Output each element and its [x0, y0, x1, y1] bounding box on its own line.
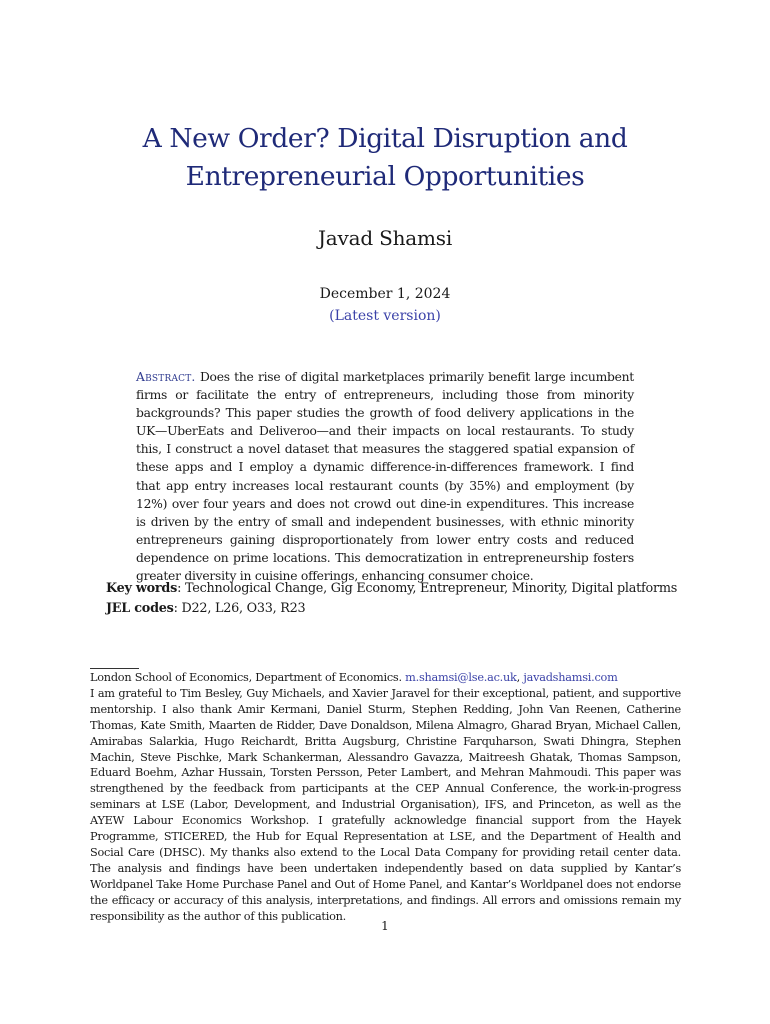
keywords-line: [106, 579, 706, 599]
keywords-block: [106, 579, 706, 619]
jel-codes-line: [106, 599, 706, 619]
footnote: [90, 670, 681, 925]
keywords-label: Key words: [106, 581, 178, 596]
jel-codes-value: : D22, L26, O33, R23: [173, 601, 306, 616]
acknowledgements-text: I am grateful to Tim Besley, Guy Michaels, and Xavier Jaravel for their exceptional, patient, and supportive mentorship. I also thank Amir Kermani, Daniel Sturm, Stephen Redding, John Van Reenen, Catherine Thomas, Kate Smith, Maarten de Ridder, Dave Donaldson, Milena Almagro, Gharad Bryan, Michael Callen, Amirabas Salarkia, Hugo Reichardt, Britta Augsburg, Christine Farquharson, Swati Dhingra, Stephen Machin, Steve Pischke, Mark Schankerman, Alessandro Gavazza, Maitreesh Ghatak, Thomas Sampson, Eduard Boehm, Azhar Hussain, Torsten Persson, Peter Lambert, and Mehran Mahmoudi. This paper was strengthened by the feedback from participants at the CEP Annual Conference, the work-in-progress seminars at LSE (Labor, Development, and Industrial Organisation), IFS, and Princeton, as well as the AYEW Labour Economics Workshop. I gratefully acknowledge financial support from the Hayek Programme, STICERED, the Hub for Equal Representation at LSE, and the Department of Health and Social Care (DHSC). My thanks also extend to the Local Data Company for providing retail center data. The analysis and findings have been undertaken independently based on data supplied by Kantar’s Worldpanel Take Home Purchase Panel and Out of Home Panel, and Kantar’s Worldpanel does not endorse the efficacy or accuracy of this analysis, interpretations, and findings. All errors and omissions remain my responsibility as the author of this publication.: [90, 686, 681, 923]
affiliation-line: [90, 670, 681, 686]
page-number: 1: [381, 919, 389, 933]
author-name: Javad Shamsi: [317, 226, 453, 250]
latest-version-line: [0, 308, 770, 324]
abstract: [136, 368, 634, 585]
website-link[interactable]: javadshamsi.com: [523, 671, 618, 684]
affiliation-text: London School of Economics, Department of Economics.: [90, 671, 406, 684]
paper-title: [60, 120, 710, 196]
keywords-value: : Technological Change, Gig Economy, Entrepreneur, Minority, Digital platforms: [177, 581, 678, 596]
email-link[interactable]: m.shamsi@lse.ac.uk: [405, 671, 517, 684]
title-line-2: Entrepreneurial Opportunities: [185, 161, 585, 192]
abstract-heading: Abstract.: [136, 370, 196, 384]
footnote-rule: [90, 668, 139, 669]
latest-version-link[interactable]: (Latest version): [329, 308, 441, 324]
jel-codes-label: JEL codes: [106, 601, 174, 616]
publication-date: December 1, 2024: [319, 286, 451, 302]
link-separator: ,: [516, 671, 524, 684]
title-line-1: A New Order? Digital Disruption and: [142, 123, 628, 154]
abstract-text: Does the rise of digital marketplaces primarily benefit large incumbent firms or facilitate the entry of entrepreneurs, including those from minority backgrounds? This paper studies the growth of food delivery applications in the UK—UberEats and Deliveroo—and their impacts on local restaurants. To study this, I construct a novel dataset that measures the staggered spatial expansion of these apps and I employ a dynamic difference-in-differences framework. I find that app entry increases local restaurant counts (by 35%) and employment (by 12%) over four years and does not crowd out dine-in expenditures. This increase is driven by the entry of small and independent businesses, with ethnic minority entrepreneurs gaining disproportionately from lower entry costs and reduced dependence on prime locations. This democratization in entrepreneurship fosters greater diversity in cuisine offerings, enhancing consumer choice.: [136, 370, 634, 584]
